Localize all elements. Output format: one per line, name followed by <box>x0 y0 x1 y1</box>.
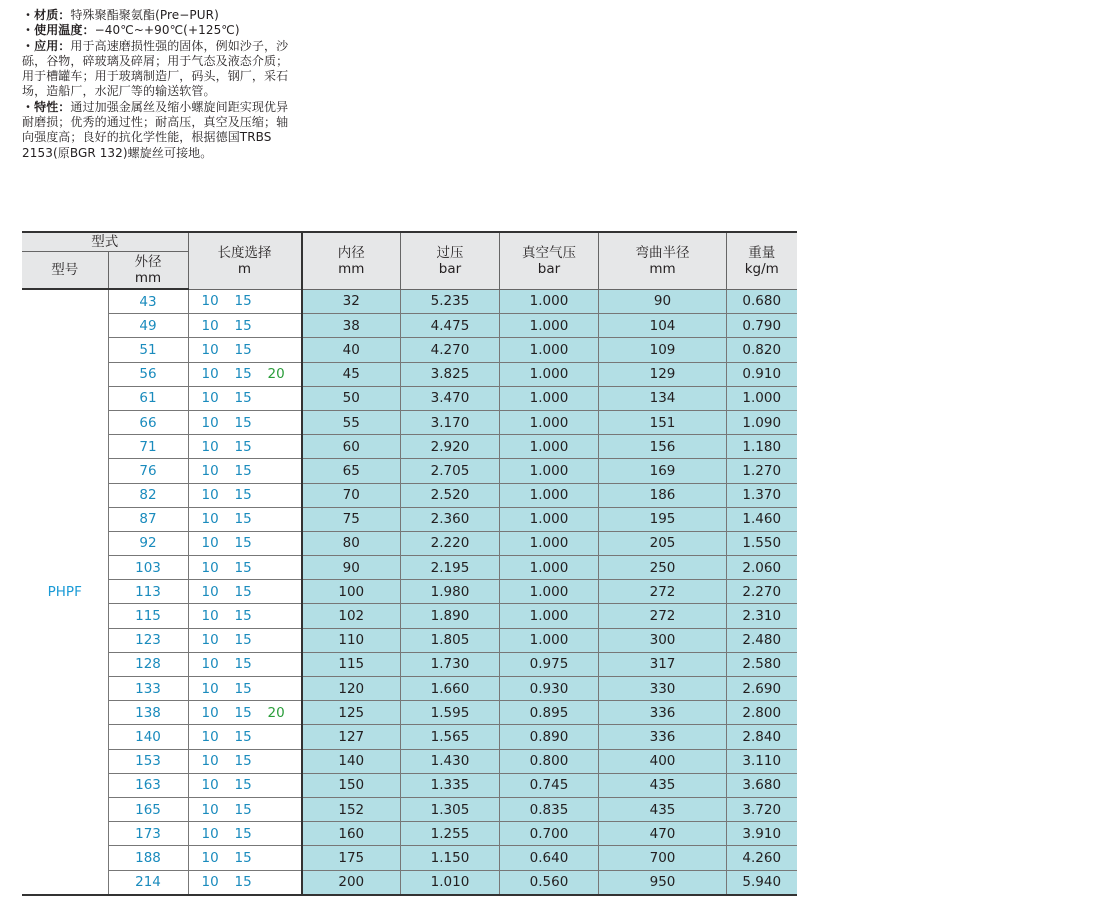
weight-cell: 2.580 <box>727 652 797 676</box>
length-cell <box>188 725 302 749</box>
application-text: 用于高速磨损性强的固体，例如沙子，沙砾，谷物，碎玻璃及碎屑；用于气态及液态介质；用于槽罐车；用于玻璃制造厂，码头，钢厂，采石场，造船厂，水泥厂等的输送软管。 <box>22 38 289 99</box>
bend-header-unit: mm <box>649 260 676 277</box>
bend-radius-cell: 134 <box>599 386 727 410</box>
weight-cell: 1.000 <box>727 386 797 410</box>
od-header-label: 外径 <box>134 253 162 270</box>
bend-radius-cell: 195 <box>599 507 727 531</box>
id-header-unit: mm <box>338 260 365 277</box>
spec-table-body <box>22 289 797 895</box>
vacuum-cell: 1.000 <box>500 338 599 362</box>
length-option: 10 <box>201 680 219 697</box>
pressure-cell: 2.195 <box>401 556 500 580</box>
bend-radius-cell: 435 <box>599 773 727 797</box>
id-header-label: 内径 <box>337 244 365 261</box>
length-option: 15 <box>234 341 252 358</box>
length-option: 10 <box>201 341 219 358</box>
length-option: 10 <box>201 825 219 842</box>
vacuum-cell: 1.000 <box>500 410 599 434</box>
id-cell: 65 <box>302 459 401 483</box>
od-cell: 214 <box>108 870 188 895</box>
pressure-cell: 1.595 <box>401 701 500 725</box>
id-cell: 140 <box>302 749 401 773</box>
pressure-cell: 1.150 <box>401 846 500 870</box>
length-header-unit: m <box>237 260 252 277</box>
bend-radius-cell: 336 <box>599 725 727 749</box>
vacuum-cell: 1.000 <box>500 435 599 459</box>
od-cell: 66 <box>108 410 188 434</box>
length-option: 10 <box>201 777 219 794</box>
length-option: 10 <box>201 414 219 431</box>
id-cell: 90 <box>302 556 401 580</box>
vacuum-header-unit: bar <box>537 260 561 277</box>
weight-cell: 1.460 <box>727 507 797 531</box>
vacuum-cell: 0.700 <box>500 822 599 846</box>
length-option: 10 <box>201 583 219 600</box>
features-label: ・特性： <box>22 99 71 114</box>
bend-header-label: 弯曲半径 <box>635 244 690 261</box>
id-cell: 32 <box>302 289 401 314</box>
weight-cell: 1.090 <box>727 410 797 434</box>
length-cell <box>188 822 302 846</box>
id-cell: 175 <box>302 846 401 870</box>
spec-table-header <box>22 232 797 289</box>
vacuum-header <box>500 232 599 289</box>
id-cell: 160 <box>302 822 401 846</box>
weight-cell: 0.680 <box>727 289 797 314</box>
length-cell <box>188 410 302 434</box>
length-option: 15 <box>234 390 252 407</box>
length-option: 10 <box>201 849 219 866</box>
length-option: 15 <box>234 511 252 528</box>
table-row <box>22 459 797 483</box>
id-cell: 60 <box>302 435 401 459</box>
bend-radius-cell: 169 <box>599 459 727 483</box>
weight-cell: 0.910 <box>727 362 797 386</box>
table-row <box>22 531 797 555</box>
bend-header <box>599 232 727 289</box>
length-option: 10 <box>201 753 219 770</box>
bend-radius-cell: 186 <box>599 483 727 507</box>
product-description <box>22 8 292 161</box>
table-row <box>22 386 797 410</box>
length-cell <box>188 797 302 821</box>
pressure-cell: 1.565 <box>401 725 500 749</box>
od-cell: 133 <box>108 677 188 701</box>
od-cell: 163 <box>108 773 188 797</box>
od-header-unit: mm <box>134 269 162 286</box>
table-row <box>22 483 797 507</box>
table-row <box>22 556 797 580</box>
length-option: 10 <box>201 366 219 383</box>
length-cell <box>188 338 302 362</box>
length-option: 15 <box>234 559 252 576</box>
od-cell: 49 <box>108 314 188 338</box>
od-cell: 43 <box>108 289 188 314</box>
length-option: 10 <box>201 511 219 528</box>
length-option: 10 <box>201 390 219 407</box>
vacuum-cell: 0.640 <box>500 846 599 870</box>
length-option: 10 <box>201 728 219 745</box>
material-line <box>22 8 292 23</box>
vacuum-cell: 1.000 <box>500 604 599 628</box>
length-option: 15 <box>234 487 252 504</box>
pressure-header-label: 过压 <box>436 244 464 261</box>
table-row <box>22 435 797 459</box>
length-option: 10 <box>201 559 219 576</box>
id-cell: 102 <box>302 604 401 628</box>
vacuum-cell: 0.930 <box>500 677 599 701</box>
vacuum-cell: 1.000 <box>500 556 599 580</box>
vacuum-cell: 0.800 <box>500 749 599 773</box>
length-option: 15 <box>234 414 252 431</box>
table-row <box>22 846 797 870</box>
length-option: 15 <box>234 680 252 697</box>
vacuum-header-label: 真空气压 <box>522 244 576 261</box>
od-cell: 76 <box>108 459 188 483</box>
od-cell: 140 <box>108 725 188 749</box>
od-cell: 115 <box>108 604 188 628</box>
od-cell: 103 <box>108 556 188 580</box>
bend-radius-cell: 336 <box>599 701 727 725</box>
weight-header-unit: kg/m <box>744 260 779 277</box>
table-row <box>22 822 797 846</box>
bend-radius-cell: 700 <box>599 846 727 870</box>
length-option: 10 <box>201 487 219 504</box>
length-option: 15 <box>234 608 252 625</box>
od-cell: 82 <box>108 483 188 507</box>
vacuum-cell: 1.000 <box>500 459 599 483</box>
vacuum-cell: 1.000 <box>500 507 599 531</box>
weight-cell: 0.820 <box>727 338 797 362</box>
length-option: 15 <box>234 874 252 891</box>
vacuum-cell: 0.560 <box>500 870 599 895</box>
od-cell: 113 <box>108 580 188 604</box>
length-option: 15 <box>234 777 252 794</box>
bend-radius-cell: 90 <box>599 289 727 314</box>
bend-radius-cell: 317 <box>599 652 727 676</box>
od-cell: 92 <box>108 531 188 555</box>
id-cell: 125 <box>302 701 401 725</box>
od-cell: 51 <box>108 338 188 362</box>
weight-cell: 4.260 <box>727 846 797 870</box>
length-option: 15 <box>234 656 252 673</box>
table-row <box>22 701 797 725</box>
table-row <box>22 797 797 821</box>
length-option: 10 <box>201 704 219 721</box>
bend-radius-cell: 109 <box>599 338 727 362</box>
length-cell <box>188 435 302 459</box>
od-cell: 123 <box>108 628 188 652</box>
length-cell <box>188 749 302 773</box>
table-row <box>22 604 797 628</box>
features-text: 通过加强金属丝及缩小螺旋间距实现优异耐磨损；优秀的通过性；耐高压，真空及压缩；轴向强度高；良好的抗化学性能，根据德国TRBS 2153(原BGR 132)螺旋丝可接地。 <box>22 99 289 160</box>
length-option: 10 <box>201 874 219 891</box>
id-cell: 150 <box>302 773 401 797</box>
vacuum-cell: 1.000 <box>500 531 599 555</box>
length-cell <box>188 459 302 483</box>
length-option: 15 <box>234 704 252 721</box>
weight-cell: 2.270 <box>727 580 797 604</box>
pressure-header-unit: bar <box>438 260 462 277</box>
id-cell: 70 <box>302 483 401 507</box>
temperature-line <box>22 23 292 38</box>
bend-radius-cell: 151 <box>599 410 727 434</box>
weight-header <box>727 232 797 289</box>
weight-cell: 3.910 <box>727 822 797 846</box>
length-cell <box>188 289 302 314</box>
weight-cell: 1.550 <box>727 531 797 555</box>
id-cell: 50 <box>302 386 401 410</box>
id-cell: 40 <box>302 338 401 362</box>
spec-table <box>22 231 797 896</box>
table-row <box>22 749 797 773</box>
application-line <box>22 39 292 100</box>
material-text: 特殊聚酯聚氨酯(Pre−PUR) <box>70 8 219 22</box>
length-option: 15 <box>234 753 252 770</box>
table-row <box>22 677 797 701</box>
bend-radius-cell: 435 <box>599 797 727 821</box>
length-option: 10 <box>201 656 219 673</box>
length-option: 15 <box>234 462 252 479</box>
length-cell <box>188 531 302 555</box>
id-cell: 55 <box>302 410 401 434</box>
length-cell <box>188 580 302 604</box>
id-cell: 200 <box>302 870 401 895</box>
table-row <box>22 870 797 895</box>
pressure-header <box>401 232 500 289</box>
weight-cell: 1.180 <box>727 435 797 459</box>
pressure-cell: 1.010 <box>401 870 500 895</box>
weight-cell: 2.690 <box>727 677 797 701</box>
id-cell: 120 <box>302 677 401 701</box>
weight-cell: 3.110 <box>727 749 797 773</box>
length-option: 10 <box>201 293 219 310</box>
bend-radius-cell: 400 <box>599 749 727 773</box>
vacuum-cell: 1.000 <box>500 580 599 604</box>
od-cell: 61 <box>108 386 188 410</box>
pressure-cell: 1.730 <box>401 652 500 676</box>
pressure-cell: 2.520 <box>401 483 500 507</box>
weight-cell: 5.940 <box>727 870 797 895</box>
vacuum-cell: 0.745 <box>500 773 599 797</box>
bend-radius-cell: 272 <box>599 604 727 628</box>
table-row <box>22 773 797 797</box>
table-row <box>22 314 797 338</box>
vacuum-cell: 1.000 <box>500 314 599 338</box>
material-label: ・材质： <box>22 8 71 22</box>
length-cell <box>188 773 302 797</box>
weight-cell: 2.060 <box>727 556 797 580</box>
pressure-cell: 1.660 <box>401 677 500 701</box>
pressure-cell: 2.705 <box>401 459 500 483</box>
weight-cell: 3.720 <box>727 797 797 821</box>
bend-radius-cell: 300 <box>599 628 727 652</box>
pressure-cell: 1.805 <box>401 628 500 652</box>
length-cell <box>188 652 302 676</box>
pressure-cell: 1.980 <box>401 580 500 604</box>
od-cell: 188 <box>108 846 188 870</box>
length-option: 15 <box>234 632 252 649</box>
id-header <box>302 232 401 289</box>
table-row <box>22 289 797 314</box>
length-option: 10 <box>201 317 219 334</box>
length-option: 10 <box>201 462 219 479</box>
id-cell: 110 <box>302 628 401 652</box>
vacuum-cell: 0.835 <box>500 797 599 821</box>
length-option: 15 <box>234 317 252 334</box>
length-option: 15 <box>234 293 252 310</box>
table-row <box>22 580 797 604</box>
od-cell: 165 <box>108 797 188 821</box>
table-row <box>22 628 797 652</box>
vacuum-cell: 1.000 <box>500 483 599 507</box>
bend-radius-cell: 950 <box>599 870 727 895</box>
application-label: ・应用： <box>22 38 71 53</box>
type-group-header: 型式 <box>22 232 188 251</box>
table-row <box>22 410 797 434</box>
id-cell: 80 <box>302 531 401 555</box>
weight-header-label: 重量 <box>748 244 776 261</box>
table-row <box>22 725 797 749</box>
weight-cell: 2.800 <box>727 701 797 725</box>
bend-radius-cell: 470 <box>599 822 727 846</box>
length-option: 10 <box>201 535 219 552</box>
length-option: 10 <box>201 608 219 625</box>
bend-radius-cell: 205 <box>599 531 727 555</box>
bend-radius-cell: 104 <box>599 314 727 338</box>
model-header: 型号 <box>22 251 108 289</box>
length-option: 15 <box>234 801 252 818</box>
weight-cell: 2.480 <box>727 628 797 652</box>
pressure-cell: 2.360 <box>401 507 500 531</box>
length-option: 15 <box>234 583 252 600</box>
bend-radius-cell: 272 <box>599 580 727 604</box>
od-cell: 173 <box>108 822 188 846</box>
length-cell <box>188 628 302 652</box>
length-cell <box>188 507 302 531</box>
length-option: 15 <box>234 728 252 745</box>
od-cell: 138 <box>108 701 188 725</box>
pressure-cell: 1.305 <box>401 797 500 821</box>
pressure-cell: 2.920 <box>401 435 500 459</box>
vacuum-cell: 1.000 <box>500 386 599 410</box>
od-cell: 87 <box>108 507 188 531</box>
id-cell: 115 <box>302 652 401 676</box>
length-option: 15 <box>234 825 252 842</box>
pressure-cell: 3.825 <box>401 362 500 386</box>
pressure-cell: 1.255 <box>401 822 500 846</box>
bend-radius-cell: 330 <box>599 677 727 701</box>
weight-cell: 2.310 <box>727 604 797 628</box>
length-cell <box>188 677 302 701</box>
length-option: 20 <box>267 704 285 721</box>
vacuum-cell: 1.000 <box>500 362 599 386</box>
length-cell <box>188 701 302 725</box>
bend-radius-cell: 250 <box>599 556 727 580</box>
length-option: 15 <box>234 366 252 383</box>
length-cell <box>188 483 302 507</box>
vacuum-cell: 0.975 <box>500 652 599 676</box>
pressure-cell: 2.220 <box>401 531 500 555</box>
id-cell: 152 <box>302 797 401 821</box>
id-cell: 38 <box>302 314 401 338</box>
weight-cell: 1.270 <box>727 459 797 483</box>
pressure-cell: 1.430 <box>401 749 500 773</box>
table-row <box>22 338 797 362</box>
weight-cell: 0.790 <box>727 314 797 338</box>
od-cell: 153 <box>108 749 188 773</box>
pressure-cell: 1.335 <box>401 773 500 797</box>
table-row <box>22 507 797 531</box>
weight-cell: 2.840 <box>727 725 797 749</box>
pressure-cell: 3.170 <box>401 410 500 434</box>
table-row <box>22 652 797 676</box>
weight-cell: 1.370 <box>727 483 797 507</box>
pressure-cell: 1.890 <box>401 604 500 628</box>
od-cell: 56 <box>108 362 188 386</box>
id-cell: 75 <box>302 507 401 531</box>
bend-radius-cell: 156 <box>599 435 727 459</box>
weight-cell: 3.680 <box>727 773 797 797</box>
length-cell <box>188 386 302 410</box>
length-option: 20 <box>267 366 285 383</box>
id-cell: 127 <box>302 725 401 749</box>
vacuum-cell: 1.000 <box>500 628 599 652</box>
features-line <box>22 100 292 161</box>
vacuum-cell: 1.000 <box>500 289 599 314</box>
length-option: 10 <box>201 801 219 818</box>
length-option: 10 <box>201 438 219 455</box>
length-header <box>188 232 302 289</box>
length-cell <box>188 604 302 628</box>
length-option: 10 <box>201 632 219 649</box>
length-cell <box>188 556 302 580</box>
pressure-cell: 3.470 <box>401 386 500 410</box>
length-cell <box>188 870 302 895</box>
od-cell: 128 <box>108 652 188 676</box>
od-header <box>108 251 188 289</box>
length-header-label: 长度选择 <box>217 244 272 261</box>
pressure-cell: 4.270 <box>401 338 500 362</box>
model-cell: PHPF <box>22 289 108 895</box>
length-option: 15 <box>234 535 252 552</box>
length-cell <box>188 846 302 870</box>
vacuum-cell: 0.895 <box>500 701 599 725</box>
od-cell: 71 <box>108 435 188 459</box>
length-cell <box>188 362 302 386</box>
id-cell: 100 <box>302 580 401 604</box>
bend-radius-cell: 129 <box>599 362 727 386</box>
length-option: 15 <box>234 849 252 866</box>
temperature-text: −40℃~+90℃(+125℃) <box>94 23 240 38</box>
pressure-cell: 4.475 <box>401 314 500 338</box>
vacuum-cell: 0.890 <box>500 725 599 749</box>
id-cell: 45 <box>302 362 401 386</box>
length-cell <box>188 314 302 338</box>
pressure-cell: 5.235 <box>401 289 500 314</box>
length-option: 15 <box>234 438 252 455</box>
table-row <box>22 362 797 386</box>
temperature-label: ・使用温度： <box>22 23 95 38</box>
